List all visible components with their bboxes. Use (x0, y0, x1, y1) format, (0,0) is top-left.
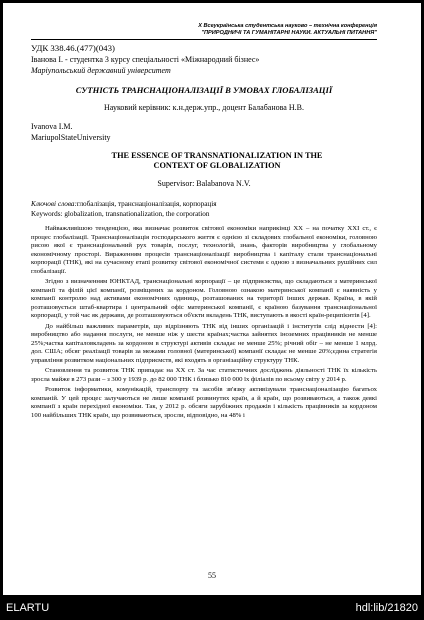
supervisor-ua: Науковий керівник: к.н.держ.упр., доцент Балабанова Н.В. (104, 103, 304, 112)
paragraph: До найбільш важливих параметрів, що відрізняють ТНК від інших організацій і інститутів слід віднести [4]: виробництво або надання послуги, не менше ніж у шести країнах;частка зайнятих іноземних працівників не менше 25%;частка капіталовкладень за кордоном в структурі активів складає не менше 25%; річний обіг – не менше 1 млрд. дол. США; обсяг реалізації товарів за межами головної (материнської) компанії складає не менше 20%;єдина стратегія управління розвитком національних підприємств, які входять в організаційну структуру ТНК. (31, 322, 377, 364)
university-en: MariupolStateUniversity (31, 133, 111, 142)
university-ua: Маріупольський державний університет (31, 66, 171, 75)
header-divider (31, 39, 377, 40)
supervisor-en: Supervisor: Balabanova N.V. (157, 179, 251, 188)
conference-line-1: Х Всеукраїнська студентська науково – технічна конференція (198, 23, 377, 29)
keywords-ua-text: глобалізація, транснаціоналізація, корпорація (76, 200, 217, 208)
title-ua: СУТНІСТЬ ТРАНСНАЦІОНАЛІЗАЦІЇ В УМОВАХ ГЛОБАЛІЗАЦІЇ (75, 85, 333, 95)
udc-code: УДК 338.46.(477)(043) (31, 43, 115, 53)
keywords-en: Keywords: globalization, transnationalization, the corporation (31, 210, 210, 218)
author-ua: Іванова І. - студентка 3 курсу спеціальності «Міжнародний бізнес» (31, 55, 260, 64)
paragraph: Розвиток інформатики, комунікацій, транспорту та засобів зв'язку активізували транснаціоналізацію багатьох компаній. У цей процес залучаються не лише компанії розвинутих країн, а й країн, що розвиваються, а також деякі компанії з країн перехідної економіки. Так, у 2012 р. обсяги зарубіжних продажів і кількість працівників за кордоном 100 найбільших ТНК країн, що розвиваються, зросли, відповідно, на 48% і (31, 386, 377, 419)
paragraph: Згідно з визначенням ЮНКТАД, транснаціональні корпорації – це підприємства, що складаються з материнської компанії та філій цієї компанії, розміщених за кордоном. Головною ознакою материнської компанії є наявність у компанії контролю над активами економічних одиниць, розташованих на території інших держав. Країна, в якій розташовується штаб-квартира і центральний офіс материнської компанії, є країною базування транснаціональної корпорації, у той час як держави, де розташовуються об'єкти вкладень ТНК, виступають в якості країн-реципієнтів [4]. (31, 278, 377, 319)
conference-header (198, 23, 377, 37)
keywords-ua-label: Ключові слова: (31, 200, 77, 208)
document-page (3, 3, 421, 595)
page-number: 55 (208, 571, 216, 580)
article-body (31, 225, 377, 422)
paragraph: Становлення та розвиток ТНК припадає на ХХ ст. За час статистичних досліджень діяльності ТНК їх кількість зросла майже в 273 рази – з 300 у 1939 р. до 82 000 ТНК і близько 810 000 їх філіалів по всьому світу у 2014 р. (31, 367, 377, 383)
conference-line-2: "ПРИРОДНИЧІ ТА ГУМАНІТАРНІ НАУКИ. АКТУАЛЬНІ ПИТАННЯ" (201, 30, 377, 36)
keywords-ua (31, 200, 377, 208)
footer-repository: ELARTU (6, 602, 50, 614)
footer-handle: hdl:lib/21820 (355, 602, 418, 614)
paragraph: Найважливішою тенденцією, яка визначає розвиток світової економіки наприкінці ХХ – на початку ХХІ ст., є процес глобалізації. Транснаціоналізація господарського життя є однією зі складових глобальної економіки, головною рисою якої є транснаціональний рух товарів, послуг, технологій, знань, факторів виробництва у глобальному економічному просторі. Вираженням процесів транснаціоналізації виробництва і капіталу стали транснаціональні корпорації (ТНК), які на сучасному етапі розвитку світової економічної системи є одною з визначальних рушійних сил глобалізації. (31, 225, 377, 275)
author-en: Ivanova I.M. (31, 122, 73, 131)
title-en: THE ESSENCE OF TRANSNATIONALIZATION IN THE CONTEXT OF GLOBALIZATION (111, 151, 323, 170)
author-block-en (31, 121, 377, 143)
footer-bar (0, 598, 424, 620)
